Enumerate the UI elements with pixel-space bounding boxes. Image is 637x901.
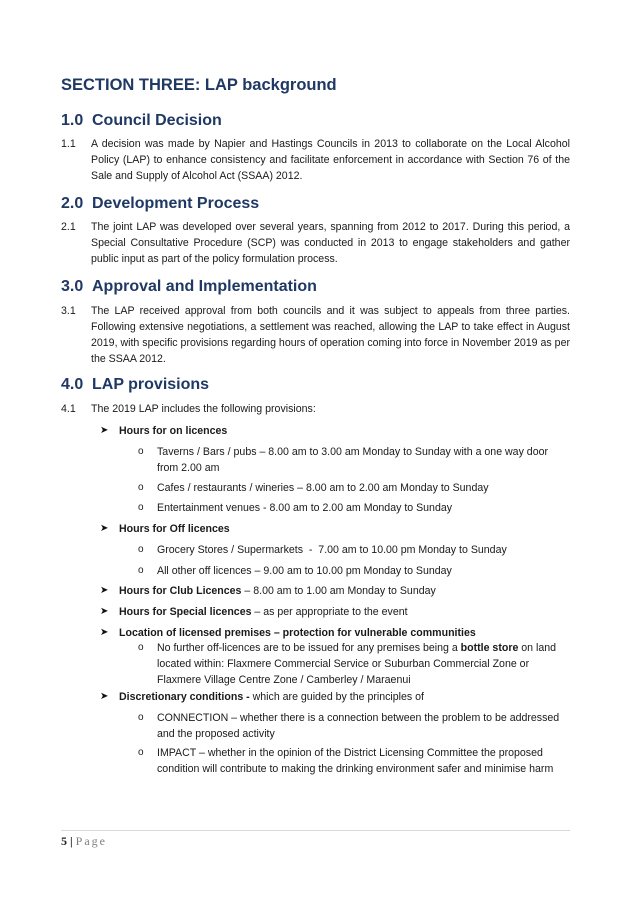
sub-item-text-bold: bottle store [460, 642, 519, 654]
heading-text: LAP provisions [92, 376, 210, 393]
bullet-rest: which are guided by the principles of [252, 691, 424, 703]
bullet-on-licences [100, 423, 580, 439]
bullet-location [100, 625, 580, 641]
bullet-text [119, 604, 580, 620]
heading-number: 4.0 [61, 376, 84, 393]
paragraph-number: 3.1 [61, 305, 76, 317]
sub-item-text: IMPACT – whether in the opinion of the District Licensing Committee the proposed condition will contribute to making the drinking environment safer and minimise harm [157, 747, 554, 775]
heading-text: Council Decision [92, 112, 222, 129]
circle-bullet-icon: o [138, 642, 144, 653]
page-label: Page [75, 834, 107, 848]
bullet-heading: Hours for on licences [119, 425, 228, 437]
paragraph-text: The joint LAP was developed over several years, spanning from 2012 to 2017. During this period, a Special Consultative Procedure (SCP) was conducted in 2013 to engage stakeholders and gather public input as part of the policy formulation process. [91, 221, 570, 265]
paragraph-2-1 [61, 219, 570, 267]
heading-text: Approval and Implementation [92, 278, 317, 295]
circle-bullet-icon: o [138, 446, 144, 457]
bullet-club-licences [100, 583, 580, 599]
page-footer [61, 834, 107, 849]
bullet-heading: Hours for Club Licences [119, 585, 242, 597]
paragraph-text: The LAP received approval from both councils and it was subject to appeals from three parties. Following extensive negotiations, a settlement was reached, allowing the LAP to take effect in August 2019, with specific provisions regarding hours of operation coming into force in November 2019 as per the SSAA 2012. [91, 305, 570, 365]
heading-development-process [61, 195, 259, 213]
paragraph-number: 1.1 [61, 138, 76, 150]
circle-bullet-icon: o [138, 712, 144, 723]
sub-item-text: All other off licences – 9.00 am to 10.00 pm Monday to Sunday [157, 565, 452, 577]
heading-number: 2.0 [61, 195, 84, 212]
sub-item-taverns [138, 444, 570, 476]
circle-bullet-icon: o [138, 747, 144, 758]
sub-item-text-pre: No further off-licences are to be issued for any premises being a [157, 642, 461, 654]
arrow-bullet-icon: ➤ [100, 585, 109, 596]
footer-divider [61, 830, 570, 831]
heading-number: 1.0 [61, 112, 84, 129]
page-number: 5 [61, 834, 67, 848]
heading-approval-implementation [61, 278, 317, 296]
bullet-heading: Location of licensed premises – protection for vulnerable communities [119, 627, 476, 639]
arrow-bullet-icon: ➤ [100, 523, 109, 534]
paragraph-3-1 [61, 303, 570, 367]
sub-item-text: Entertainment venues - 8.00 am to 2.00 am Monday to Sunday [157, 502, 453, 514]
arrow-bullet-icon: ➤ [100, 425, 109, 436]
sub-item-bottle-store [138, 640, 570, 688]
sub-item-text: Taverns / Bars / pubs – 8.00 am to 3.00 am Monday to Sunday with a one way door from 2.00 am [157, 446, 549, 474]
arrow-bullet-icon: ➤ [100, 691, 109, 702]
sub-item-text: Grocery Stores / Supermarkets - 7.00 am to 10.00 pm Monday to Sunday [157, 544, 507, 556]
sub-item-cafes [138, 480, 570, 496]
circle-bullet-icon: o [138, 544, 144, 555]
bullet-heading: Hours for Off licences [119, 523, 230, 535]
sub-item-text: CONNECTION – whether there is a connection between the problem to be addressed and the proposed activity [157, 712, 560, 740]
bullet-special-licences [100, 604, 580, 620]
bullet-off-licences [100, 521, 580, 537]
heading-text: Development Process [92, 195, 260, 212]
sub-item-other-off [138, 563, 570, 579]
heading-number: 3.0 [61, 278, 84, 295]
arrow-bullet-icon: ➤ [100, 627, 109, 638]
circle-bullet-icon: o [138, 502, 144, 513]
sub-item-text: Cafes / restaurants / wineries – 8.00 am to 2.00 am Monday to Sunday [157, 482, 489, 494]
bullet-discretionary [100, 689, 580, 705]
paragraph-number: 2.1 [61, 221, 76, 233]
bullet-heading: Hours for Special licences [119, 606, 252, 618]
bullet-rest: – 8.00 am to 1.00 am Monday to Sunday [241, 585, 436, 597]
sub-item-impact [138, 745, 570, 777]
sub-item-connection [138, 710, 570, 742]
paragraph-number: 4.1 [61, 403, 76, 415]
circle-bullet-icon: o [138, 565, 144, 576]
sub-item-entertainment [138, 500, 570, 516]
paragraph-1-1 [61, 136, 570, 184]
section-title: SECTION THREE: LAP background [61, 76, 337, 94]
paragraph-text: A decision was made by Napier and Hastings Councils in 2013 to collaborate on the Local Alcohol Policy (LAP) to enhance consistency and facilitate enforcement in accordance with Section 76 of the Sale and Supply of Alcohol Act (SSAA) 2012. [91, 138, 570, 182]
circle-bullet-icon: o [138, 482, 144, 493]
bullet-text [119, 689, 580, 705]
sub-item-text [157, 640, 570, 688]
bullet-text [119, 583, 580, 599]
heading-council-decision [61, 112, 222, 130]
sub-item-text-post: on land located within: Flaxmere Commercial Service or Suburban Commercial Zone or Flaxmere Village Centre Zone / Camberley / Maraenui [157, 642, 559, 686]
paragraph-4-1 [61, 401, 316, 417]
footer-separator: | [70, 834, 73, 848]
heading-lap-provisions [61, 376, 209, 394]
paragraph-text: The 2019 LAP includes the following provisions: [91, 403, 316, 415]
sub-item-grocery [138, 542, 570, 558]
bullet-rest: – as per appropriate to the event [251, 606, 408, 618]
bullet-heading: Discretionary conditions - [119, 691, 253, 703]
arrow-bullet-icon: ➤ [100, 606, 109, 617]
